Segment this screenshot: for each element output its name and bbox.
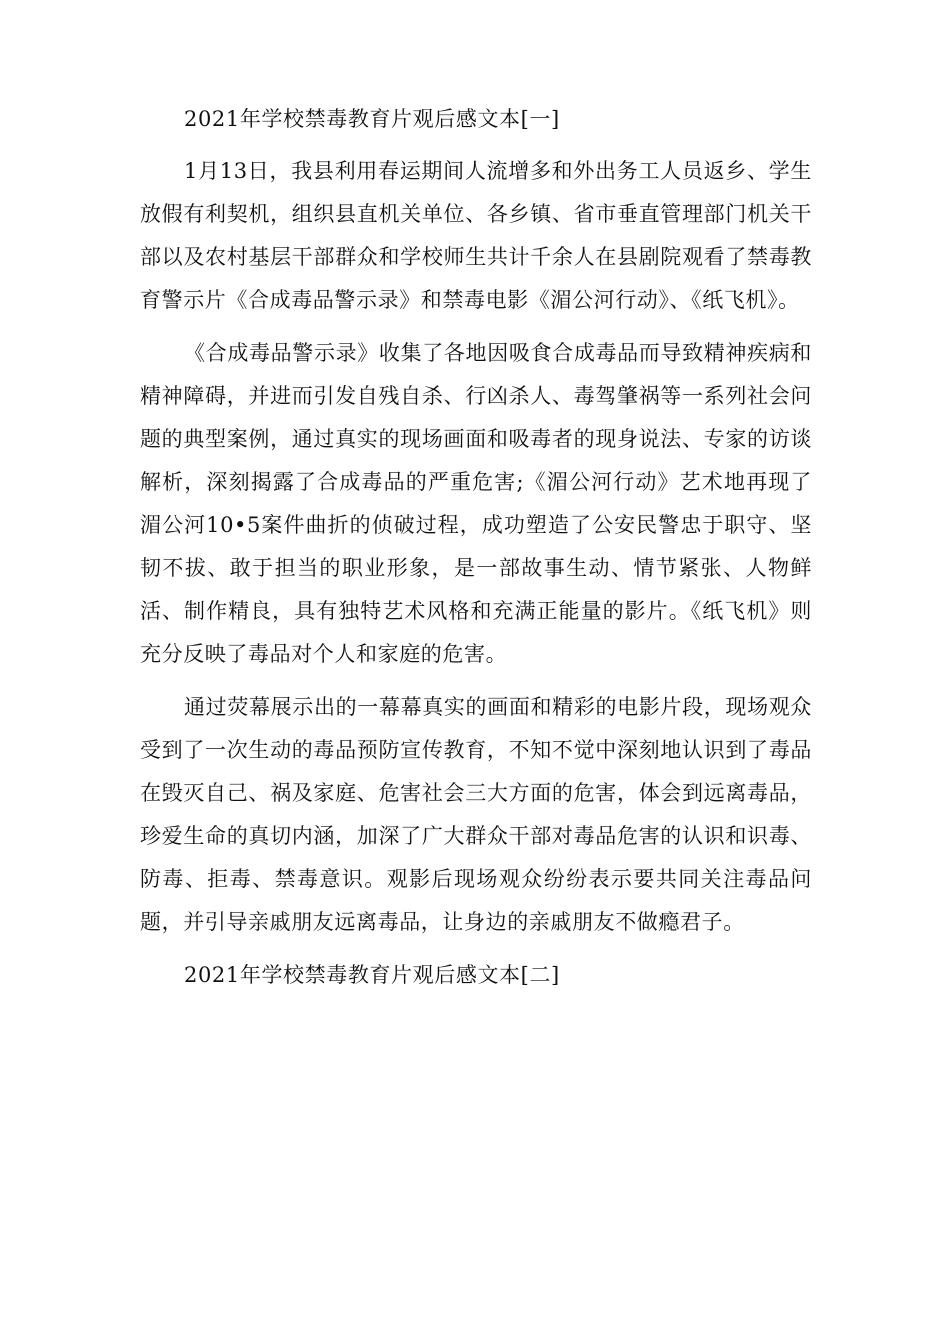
paragraph-1: 1月13日，我县利用春运期间人流增多和外出务工人员返乡、学生放假有利契机，组织县直机关单位、各乡镇、省市垂直管理部门机关干部以及农村基层干部群众和学校师生共计千余人在县剧院观看了禁毒教育警示片《合成毒品警示录》和禁毒电影《湄公河行动》、《纸飞机》。 <box>140 159 812 312</box>
paragraph-2: 《合成毒品警示录》收集了各地因吸食合成毒品而导致精神疾病和精神障碍，并进而引发自残自杀、行凶杀人、毒驾肇祸等一系列社会问题的典型案例，通过真实的现场画面和吸毒者的现身说法、专家的访谈解析，深刻揭露了合成毒品的严重危害;《湄公河行动》艺术地再现了湄公河10•5案件曲折的侦破过程，成功塑造了公安民警忠于职守、坚韧不拔、敢于担当的职业形象，是一部故事生动、情节紧张、人物鲜活、制作精良，具有独特艺术风格和充满正能量的影片。《纸飞机》则充分反映了毒品对个人和家庭的危害。 <box>140 341 812 666</box>
document-body <box>140 98 812 1006</box>
paragraph-3: 通过荧幕展示出的一幕幕真实的画面和精彩的电影片段，现场观众受到了一次生动的毒品预防宣传教育，不知不觉中深刻地认识到了毒品在毁灭自己、祸及家庭、危害社会三大方面的危害，体会到远离毒品，珍爱生命的真切内涵，加深了广大群众干部对毒品危害的认识和识毒、防毒、拒毒、禁毒意识。观影后现场观众纷纷表示要共同关注毒品问题，并引导亲戚朋友远离毒品，让身边的亲戚朋友不做瘾君子。 <box>140 695 812 934</box>
section-heading-2: 2021年学校禁毒教育片观后感文本[二] <box>184 963 560 987</box>
section-heading-1: 2021年学校禁毒教育片观后感文本[一] <box>184 107 560 131</box>
